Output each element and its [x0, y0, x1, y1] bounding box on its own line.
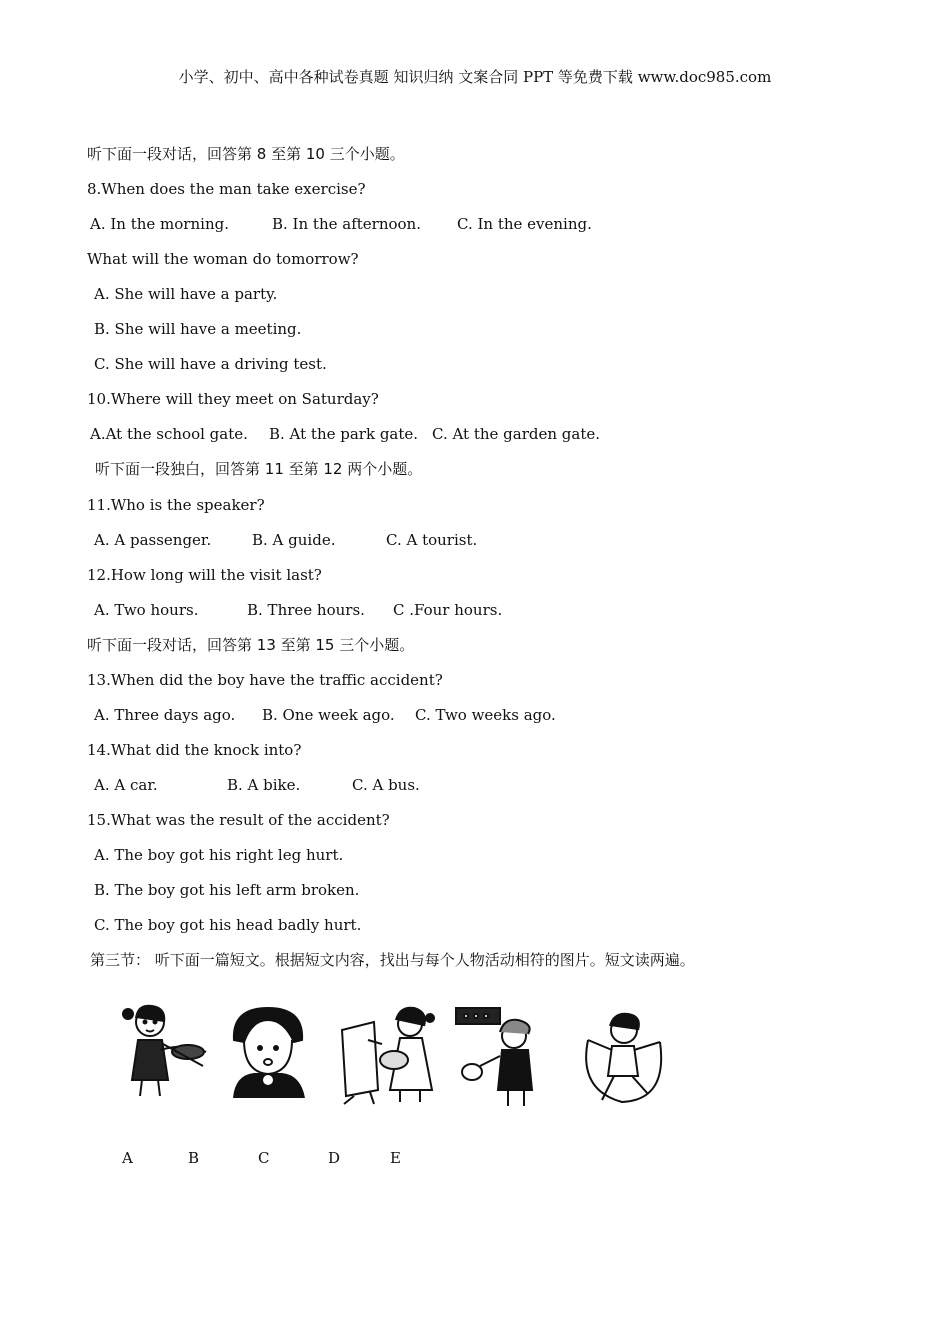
option-8a: A. In the morning.	[90, 215, 229, 233]
option-9b: B. She will have a meeting.	[94, 320, 302, 338]
option-11b: B. A guide.	[252, 531, 336, 549]
option-10a: A.At the school gate.	[90, 425, 248, 443]
option-15c: C. The boy got his head badly hurt.	[94, 916, 362, 934]
picture-skipping	[572, 1000, 682, 1110]
option-12a: A. Two hours.	[94, 601, 199, 619]
option-13c: C. Two weeks ago.	[415, 706, 556, 724]
option-14c: C. A bus.	[352, 776, 420, 794]
option-15a: A. The boy got his right leg hurt.	[94, 846, 344, 864]
picture-label-a: A	[122, 1149, 133, 1167]
option-15b: B. The boy got his left arm broken.	[94, 881, 360, 899]
section-heading-4: 第三节： 听下面一篇短文。根据短文内容，找出与每个人物活动相符的图片。短文读两遍。	[90, 951, 695, 969]
question-9: What will the woman do tomorrow?	[87, 250, 359, 268]
option-8c: C. In the evening.	[457, 215, 592, 233]
question-13: 13.When did the boy have the traffic accident?	[87, 671, 443, 689]
picture-tennis	[452, 1000, 557, 1110]
option-14b: B. A bike.	[227, 776, 301, 794]
option-12c: C .Four hours.	[393, 601, 503, 619]
picture-label-e: E	[390, 1149, 401, 1167]
section-heading-1: 听下面一段对话，回答第 8 至第 10 三个小题。	[87, 145, 405, 163]
option-9a: A. She will have a party.	[94, 285, 278, 303]
question-8: 8.When does the man take exercise?	[87, 180, 366, 198]
page-header: 小学、初中、高中各种试卷真题 知识归纳 文案合同 PPT 等免费下载 www.doc985.com	[178, 68, 772, 86]
section-heading-3: 听下面一段对话，回答第 13 至第 15 三个小题。	[87, 636, 415, 654]
question-14: 14.What did the knock into?	[87, 741, 302, 759]
question-11: 11.Who is the speaker?	[87, 496, 265, 514]
question-10: 10.Where will they meet on Saturday?	[87, 390, 379, 408]
picture-painting	[334, 1000, 444, 1105]
option-8b: B. In the afternoon.	[272, 215, 421, 233]
option-13b: B. One week ago.	[262, 706, 395, 724]
picture-violin	[108, 1000, 213, 1100]
picture-label-b: B	[188, 1149, 200, 1167]
option-9c: C. She will have a driving test.	[94, 355, 327, 373]
option-10c: C. At the garden gate.	[432, 425, 601, 443]
section-heading-2: 听下面一段独白，回答第 11 至第 12 两个小题。	[95, 460, 423, 478]
question-15: 15.What was the result of the accident?	[87, 811, 390, 829]
option-14a: A. A car.	[94, 776, 158, 794]
option-11c: C. A tourist.	[386, 531, 478, 549]
option-10b: B. At the park gate.	[269, 425, 419, 443]
picture-label-d: D	[328, 1149, 341, 1167]
option-12b: B. Three hours.	[247, 601, 365, 619]
picture-label-c: C	[258, 1149, 270, 1167]
picture-girl-eating	[224, 1000, 314, 1100]
option-11a: A. A passenger.	[94, 531, 212, 549]
option-13a: A. Three days ago.	[94, 706, 236, 724]
question-12: 12.How long will the visit last?	[87, 566, 322, 584]
